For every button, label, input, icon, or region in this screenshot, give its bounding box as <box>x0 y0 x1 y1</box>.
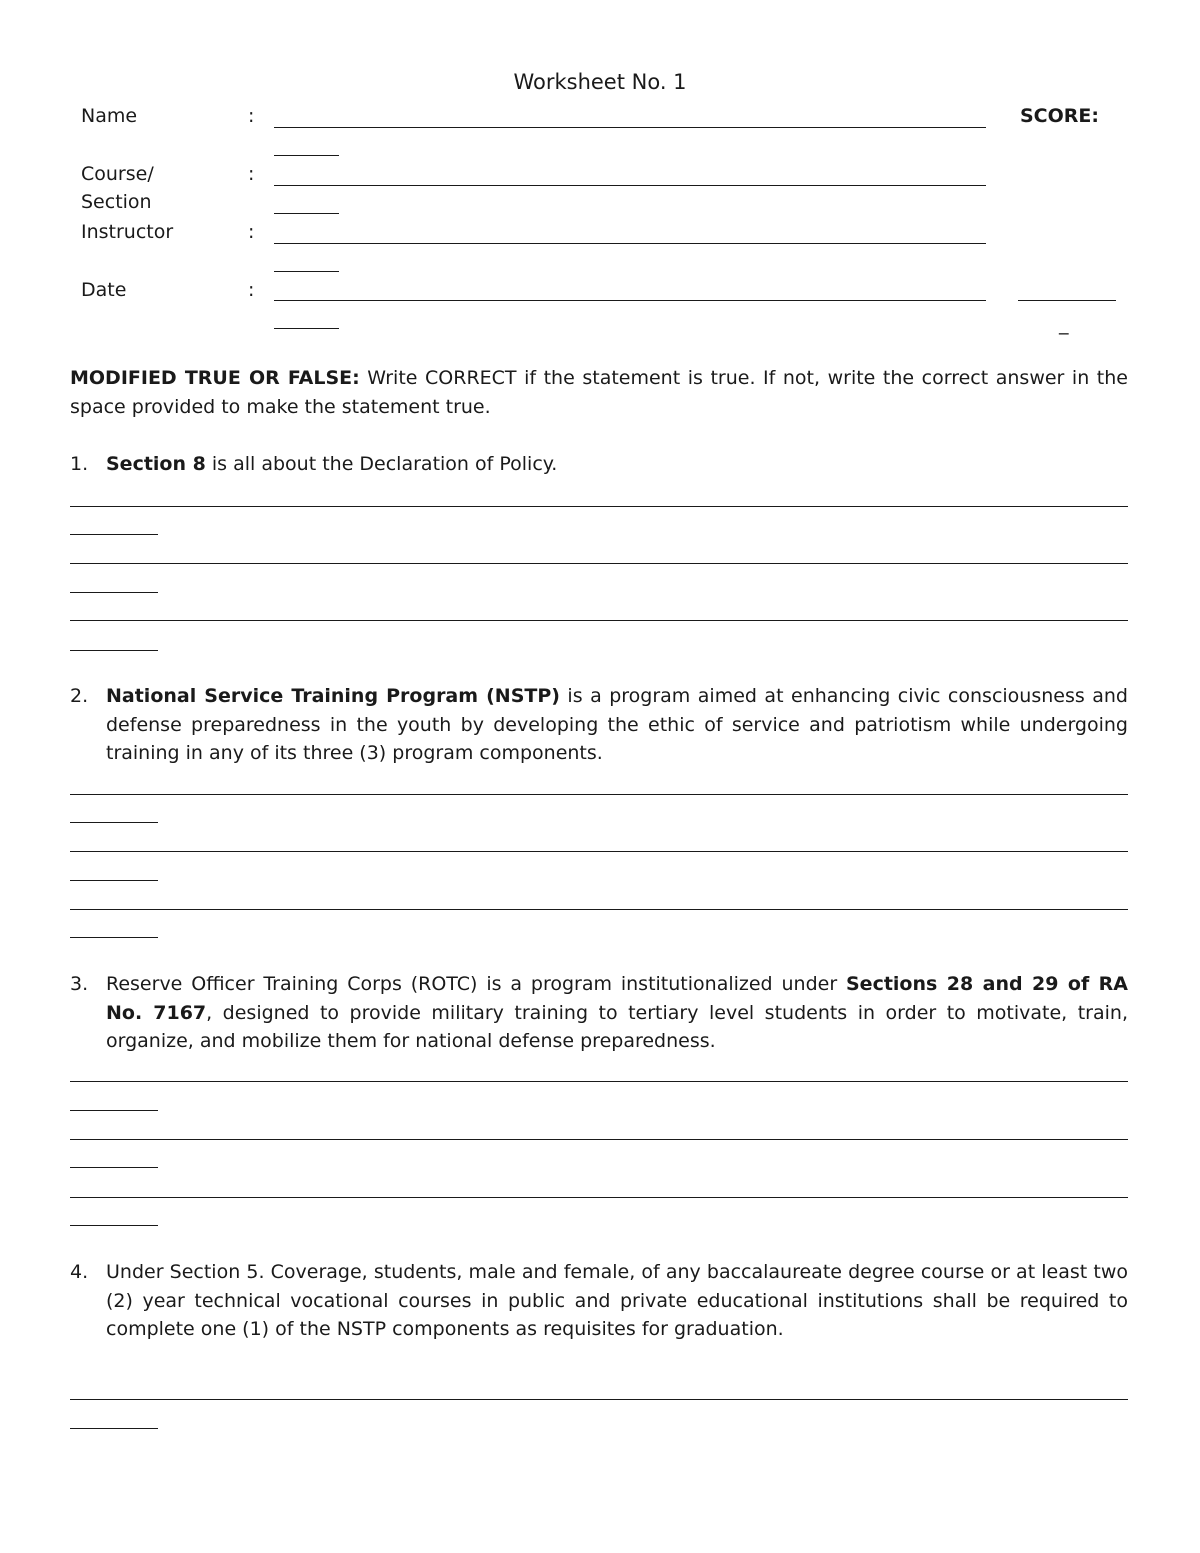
item-2-answer-line-2[interactable] <box>70 851 1128 852</box>
item-1-statement <box>106 450 1128 479</box>
item-2-answer-line-2-overflow <box>70 880 158 881</box>
name-colon: : <box>248 105 255 127</box>
item-2-statement <box>106 682 1128 768</box>
item-2-answer-line-1[interactable] <box>70 794 1128 795</box>
date-colon: : <box>248 279 255 301</box>
item-4-answer-line-1-overflow <box>70 1428 158 1429</box>
item-3-number: 3. <box>70 973 89 995</box>
item-1-text: is all about the Declaration of Policy. <box>205 453 558 475</box>
name-blank-line[interactable] <box>274 127 986 128</box>
item-2-number: 2. <box>70 685 89 707</box>
score-dash: _ <box>1059 313 1069 335</box>
item-1-bold: Section 8 <box>106 453 206 475</box>
item-1-answer-line-1[interactable] <box>70 506 1128 507</box>
instructions-text: Write CORRECT if the statement is true. If not, write the correct answer in the space provided to make the statement true. <box>70 367 1128 418</box>
instructions-heading: MODIFIED TRUE OR FALSE: <box>70 367 360 389</box>
name-blank-line-overflow <box>274 155 339 156</box>
instructor-label: Instructor <box>81 221 174 243</box>
item-2-answer-line-1-overflow <box>70 822 158 823</box>
item-3-answer-line-3-overflow <box>70 1225 158 1226</box>
date-label: Date <box>81 279 127 301</box>
date-blank-line-overflow <box>274 328 339 329</box>
item-3-text-lead: Reserve Officer Training Corps (ROTC) is a program institutionalized under <box>106 973 846 995</box>
name-label: Name <box>81 105 138 127</box>
course-colon: : <box>248 163 255 185</box>
item-3-answer-line-2-overflow <box>70 1167 158 1168</box>
item-1-answer-line-3-overflow <box>70 650 158 651</box>
worksheet-title: Worksheet No. 1 <box>513 70 687 94</box>
instructions <box>70 364 1128 421</box>
item-3-answer-line-1-overflow <box>70 1110 158 1111</box>
item-3-statement <box>106 970 1128 1056</box>
score-blank-line[interactable] <box>1018 300 1116 301</box>
item-3-answer-line-3[interactable] <box>70 1197 1128 1198</box>
item-3-bold: Sections 28 and 29 of RA No. 7167 <box>106 973 1128 1024</box>
item-1-answer-line-3[interactable] <box>70 620 1128 621</box>
item-4-number: 4. <box>70 1261 89 1283</box>
item-1-answer-line-2[interactable] <box>70 563 1128 564</box>
section-label: Section <box>81 191 152 213</box>
instructor-blank-line-overflow <box>274 271 339 272</box>
item-2-text: is a program aimed at enhancing civic consciousness and defense preparedness in the youth by developing the ethic of service and patriotism while undergoing training in any of its three (3) program components. <box>106 685 1128 765</box>
course-blank-line[interactable] <box>274 185 986 186</box>
item-4-statement: Under Section 5. Coverage, students, male and female, of any baccalaureate degree course or at least two (2) year technical vocational courses in public and private educational institutions shall be required to complete one (1) of the NSTP components as requisites for graduation. <box>106 1261 1128 1341</box>
item-3-answer-line-1[interactable] <box>70 1081 1128 1082</box>
item-4-answer-line-1[interactable] <box>70 1399 1128 1400</box>
item-2-answer-line-3[interactable] <box>70 909 1128 910</box>
instructor-blank-line[interactable] <box>274 243 986 244</box>
item-3-answer-line-2[interactable] <box>70 1139 1128 1140</box>
course-label: Course/ <box>81 163 154 185</box>
item-2-answer-line-3-overflow <box>70 937 158 938</box>
instructor-colon: : <box>248 221 255 243</box>
item-1-answer-line-2-overflow <box>70 592 158 593</box>
item-3-text-rest: , designed to provide military training to tertiary level students in order to motivate, train, organize, and mobilize them for national defense preparedness. <box>106 1001 1128 1053</box>
item-2-bold: National Service Training Program (NSTP) <box>106 685 560 707</box>
course-blank-line-overflow <box>274 213 339 214</box>
score-label: SCORE: <box>1020 105 1099 127</box>
date-blank-line[interactable] <box>274 300 986 301</box>
item-1-answer-line-1-overflow <box>70 534 158 535</box>
item-1-number: 1. <box>70 453 89 475</box>
